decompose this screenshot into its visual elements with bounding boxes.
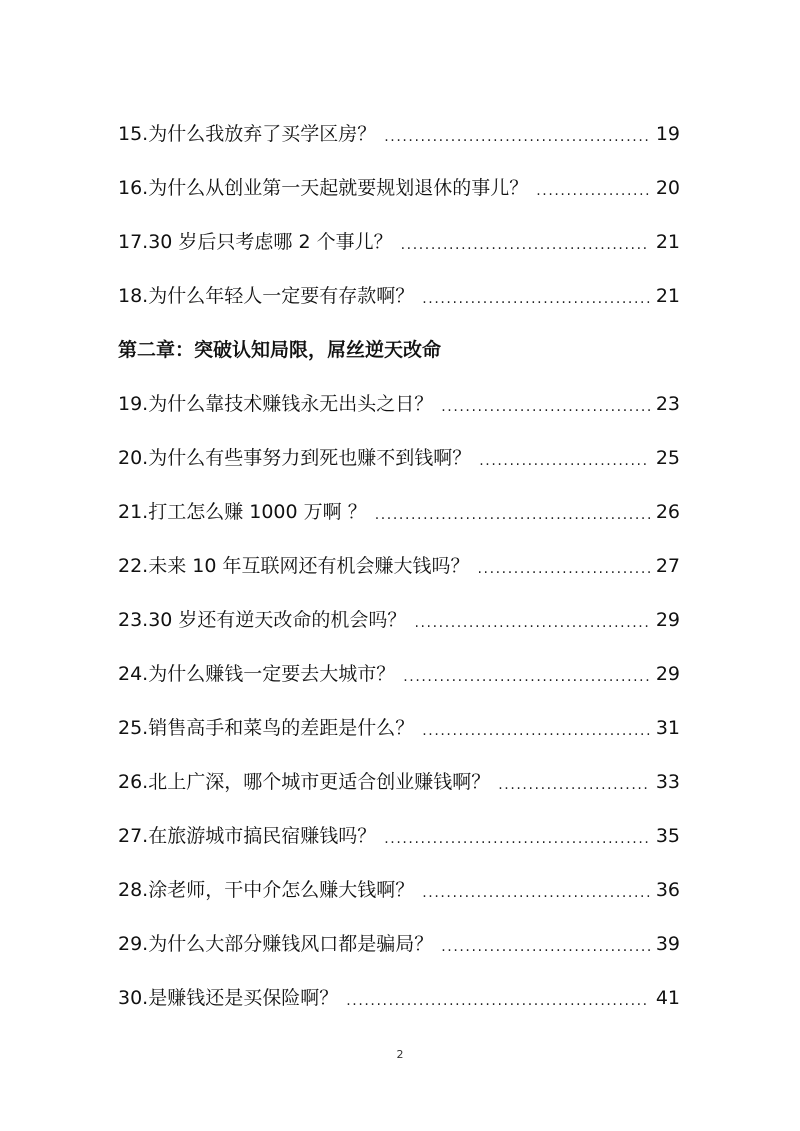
dot-leader [422,272,650,326]
toc-entry-title: 23.30 岁还有逆天改命的机会吗？ [118,609,407,631]
toc-entry-title: 27.在旅游城市搞民宿赚钱吗？ [118,825,377,847]
dot-leader [401,218,650,272]
toc-entry[interactable] [118,215,680,269]
toc-entry[interactable] [118,647,680,701]
table-of-contents [118,107,680,1025]
toc-entry[interactable] [118,269,680,323]
toc-entry[interactable] [118,755,680,809]
toc-entry-title: 26.北上广深，哪个城市更适合创业赚钱啊？ [118,771,491,793]
toc-entry-title: 29.为什么大部分赚钱风口都是骗局？ [118,933,434,955]
toc-entry-page: 41 [655,987,680,1009]
toc-entry[interactable] [118,107,680,161]
dot-leader [403,650,650,704]
toc-entry-page: 33 [655,771,680,793]
toc-entry[interactable] [118,701,680,755]
toc-entry-page: 29 [655,663,680,685]
toc-entry-page: 21 [655,285,680,307]
toc-entry-title: 16.为什么从创业第一天起就要规划退休的事儿？ [118,177,529,199]
dot-leader [384,812,650,866]
toc-entry-title: 25.销售高手和菜鸟的差距是什么？ [118,717,415,739]
toc-entry-page: 19 [655,123,680,145]
dot-leader [479,434,650,488]
toc-entry[interactable] [118,485,680,539]
dot-leader [536,164,650,218]
toc-entry-title: 22.未来 10 年互联网还有机会赚大钱吗？ [118,555,470,577]
toc-entry-title: 15.为什么我放弃了买学区房？ [118,123,377,145]
toc-entry-title: 18.为什么年轻人一定要有存款啊？ [118,285,415,307]
dot-leader [414,596,649,650]
dot-leader [498,758,650,812]
dot-leader [441,920,650,974]
dot-leader [441,380,650,434]
dot-leader [422,866,650,920]
chapter-heading-title: 第二章：突破认知局限，屌丝逆天改命 [118,339,442,361]
dot-leader [384,110,650,164]
toc-entry[interactable] [118,863,680,917]
toc-entry-page: 23 [655,393,680,415]
toc-entry[interactable] [118,593,680,647]
toc-entry[interactable] [118,809,680,863]
toc-entry-page: 39 [655,933,680,955]
toc-entry-page: 36 [655,879,680,901]
toc-entry[interactable] [118,161,680,215]
toc-entry-title: 30.是赚钱还是买保险啊？ [118,987,339,1009]
dot-leader [422,704,650,758]
toc-entry-page: 35 [655,825,680,847]
toc-entry[interactable] [118,917,680,971]
toc-entry-title: 21.打工怎么赚 1000 万啊 ？ [118,501,367,523]
dot-leader [346,974,650,1028]
toc-entry[interactable] [118,377,680,431]
toc-entry-page: 25 [655,447,680,469]
toc-entry[interactable] [118,971,680,1025]
toc-entry-page: 29 [655,609,680,631]
chapter-heading[interactable] [118,323,680,377]
toc-entry-title: 17.30 岁后只考虑哪 2 个事儿？ [118,231,393,253]
toc-entry-title: 24.为什么赚钱一定要去大城市？ [118,663,396,685]
dot-leader [477,542,649,596]
toc-entry-page: 20 [655,177,680,199]
page-number: 2 [396,1048,404,1061]
toc-entry-title: 28.涂老师，干中介怎么赚大钱啊？ [118,879,415,901]
toc-entry-page: 21 [655,231,680,253]
toc-entry-page: 31 [655,717,680,739]
toc-entry-page: 27 [655,555,680,577]
toc-entry-title: 20.为什么有些事努力到死也赚不到钱啊？ [118,447,472,469]
toc-entry[interactable] [118,539,680,593]
toc-entry-title: 19.为什么靠技术赚钱永无出头之日？ [118,393,434,415]
dot-leader [375,488,650,542]
toc-entry[interactable] [118,431,680,485]
toc-entry-page: 26 [655,501,680,523]
